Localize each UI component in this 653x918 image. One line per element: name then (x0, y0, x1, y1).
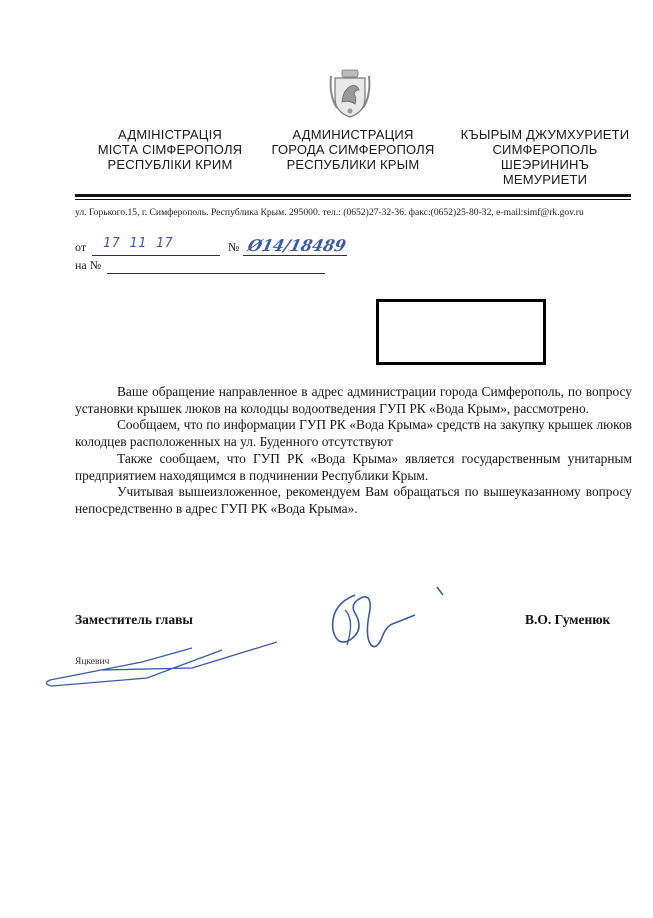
address-line: ул. Горького.15, г. Симферополь. Республика Крым. 295000. тел.: (0652)27-32-36. факс:(0652)25-80-32, e-mail:simf@rk.gov.ru (75, 207, 584, 218)
header-left-line-3: РЕСПУБЛІКИ КРИМ (107, 157, 233, 172)
coat-of-arms-icon (327, 68, 373, 118)
ref-date: 17 11 17 (103, 236, 174, 251)
paragraph-3: Также сообщаем, что ГУП РК «Вода Крыма» является государственным унитарным предприятием находящимся в подчинении Республики Крым. (75, 450, 632, 483)
paragraph-2: Сообщаем, что по информации ГУП РК «Вода Крыма» средств на закупку крышек люков колодцев расположенных на ул. Буденного отсутствуют (75, 417, 632, 450)
handwritten-signature (325, 585, 450, 665)
ref-from-label: от (75, 240, 87, 254)
reply-line (107, 259, 325, 274)
reply-label: на № (75, 258, 102, 272)
header-center-line-3: РЕСПУБЛИКИ КРЫМ (286, 157, 420, 172)
header-left-line-1: АДМІНІСТРАЦІЯ (118, 127, 222, 142)
header-center (263, 127, 443, 172)
signatory-name: В.О. Гуменюк (525, 612, 611, 627)
paragraph-4: Учитывая вышеизложенное, рекомендуем Вам обращаться по вышеуказанному вопросу непосредственно в адрес ГУП РК «Вода Крыма». (75, 484, 632, 516)
header-right-line-4: МЕМУРИЕТИ (502, 172, 588, 187)
header-left-line-2: МІСТА СІМФЕРОПОЛЯ (97, 142, 243, 157)
header-right (455, 127, 635, 187)
executor-name: Яцкевич (75, 657, 110, 667)
header-rule-thin (75, 199, 631, 200)
redacted-recipient (376, 299, 546, 365)
signatory-position: Заместитель главы (75, 612, 193, 627)
ref-number-label: № (228, 240, 240, 254)
header-right-line-1: КЪЫРЫМ ДЖУМХУРИЕТИ (460, 127, 630, 142)
letter-body (75, 384, 632, 518)
header-center-line-1: АДМИНИСТРАЦИЯ (292, 127, 414, 142)
ref-number: Ø14/18489 (245, 236, 348, 255)
paragraph-1: Ваше обращение направленное в адрес администрации города Симферополь, по вопросу установки крышек люков на колодцы водоотведения ГУП РК «Вода Крым», рассмотрено. (75, 384, 632, 416)
executor-signature (42, 640, 282, 695)
header-right-line-3: ШЕЭРИНИНЪ (500, 157, 590, 172)
header-left (95, 127, 245, 172)
header-right-line-2: СИМФЕРОПОЛЬ (492, 142, 598, 157)
header-rule-thick (75, 194, 631, 197)
header-center-line-2: ГОРОДА СИМФЕРОПОЛЯ (271, 142, 435, 157)
